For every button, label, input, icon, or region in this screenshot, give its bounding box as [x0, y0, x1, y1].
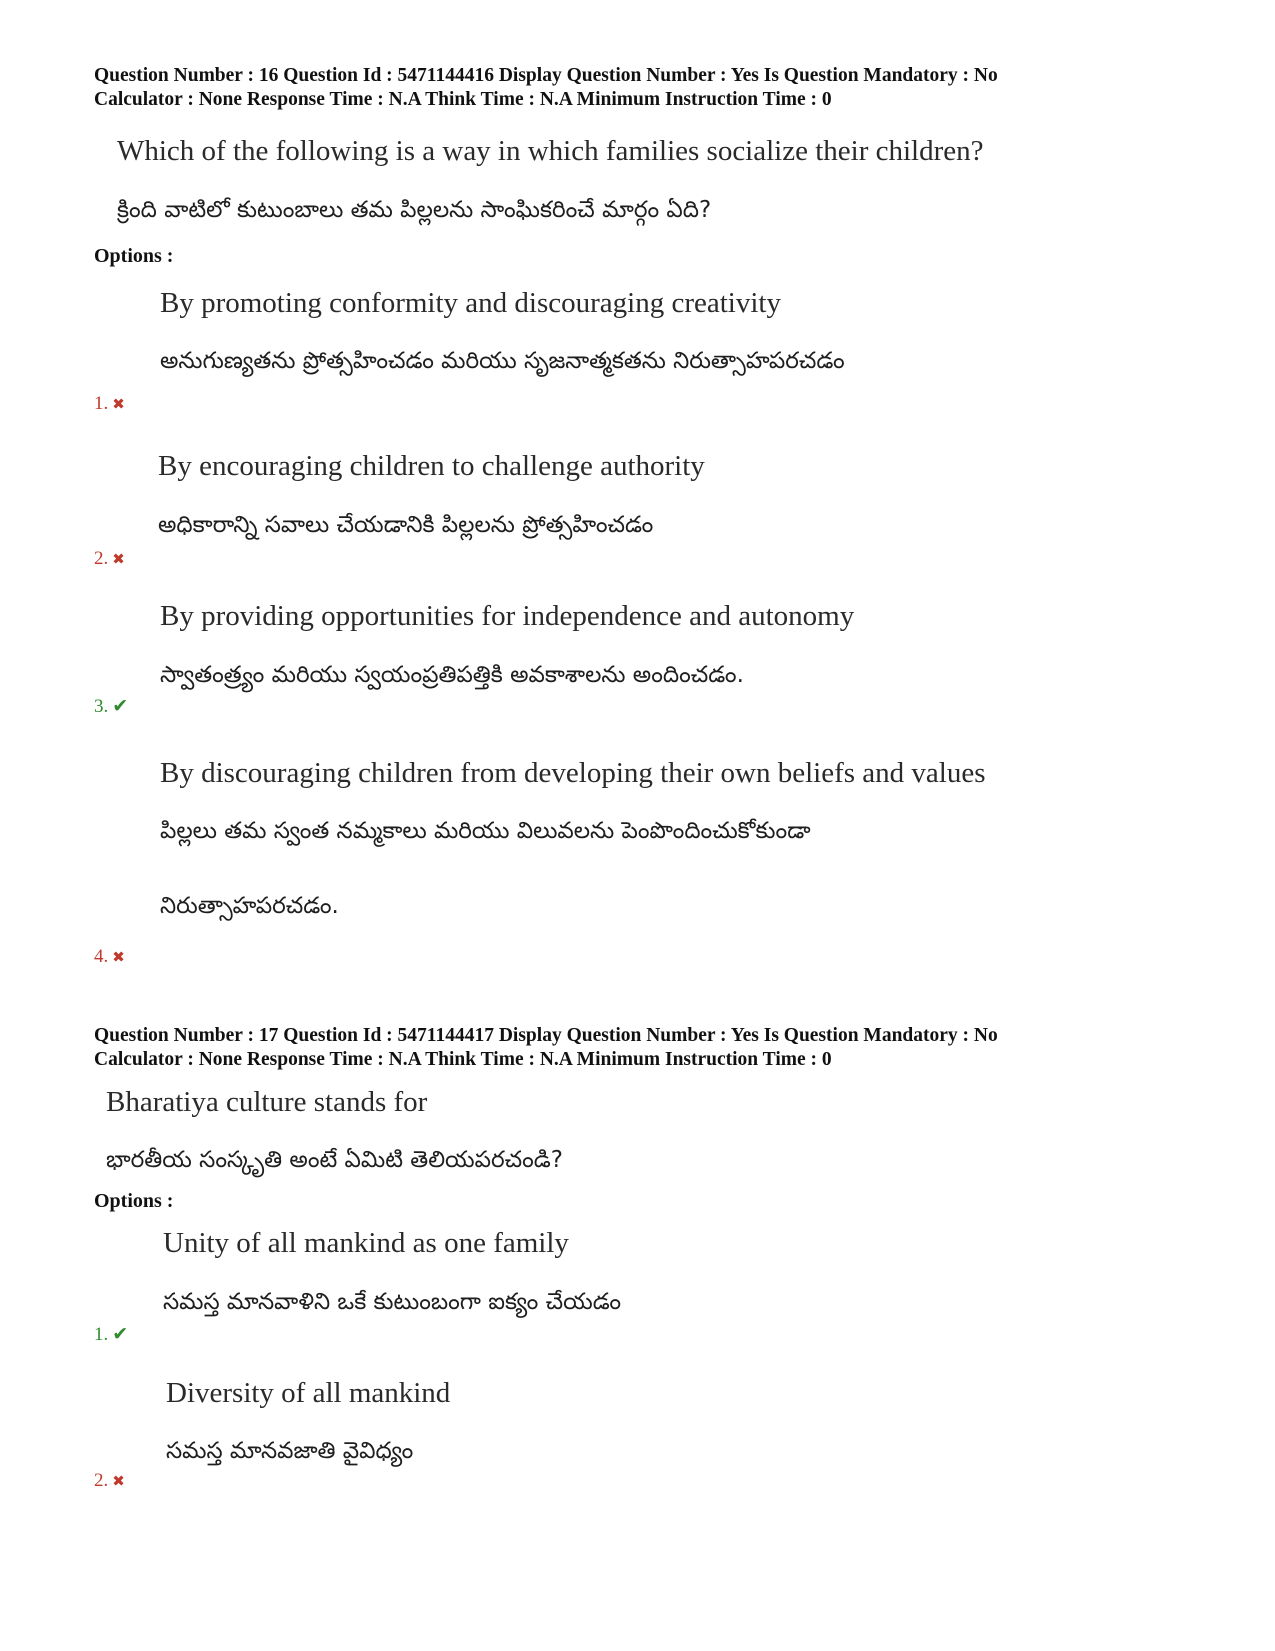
- cross-icon: ✖: [112, 1472, 125, 1490]
- option-3-number: [94, 695, 128, 718]
- option-4-text-english: By discouraging children from developing their own beliefs and values: [160, 757, 986, 789]
- options-label: Options :: [94, 245, 174, 267]
- option-1-text-telugu: అనుగుణ్యతను ప్రోత్సహించడం మరియు సృజనాత్మకతను నిరుత్సాహపరచడం: [160, 348, 845, 374]
- cross-icon: ✖: [112, 948, 125, 966]
- option-2-text-english: Diversity of all mankind: [166, 1377, 451, 1409]
- question-text-english: Bharatiya culture stands for: [106, 1086, 428, 1118]
- question-meta-line1: Question Number : 17 Question Id : 5471144417 Display Question Number : Yes Is Question Mandatory : No: [94, 1025, 998, 1046]
- option-1-text-english: By promoting conformity and discouraging creativity: [160, 287, 781, 319]
- option-number-label: 1.: [94, 1324, 109, 1345]
- question-meta-line1: Question Number : 16 Question Id : 5471144416 Display Question Number : Yes Is Question Mandatory : No: [94, 65, 998, 86]
- option-number-label: 1.: [94, 393, 109, 414]
- option-4-text-telugu-continued: నిరుత్సాహపరచడం.: [160, 893, 339, 919]
- option-2-text-telugu: సమస్త మానవజాతి వైవిధ్యం: [166, 1438, 414, 1464]
- option-number-label: 2.: [94, 548, 109, 569]
- cross-icon: ✖: [112, 550, 125, 568]
- option-2-text-english: By encouraging children to challenge authority: [158, 450, 705, 482]
- question-meta-line2: Calculator : None Response Time : N.A Think Time : N.A Minimum Instruction Time : 0: [94, 89, 832, 110]
- option-number-label: 4.: [94, 946, 109, 967]
- question-text-telugu: భారతీయ సంస్కృతి అంటే ఏమిటి తెలియపరచండి?: [106, 1147, 563, 1173]
- option-4-number: [94, 946, 125, 968]
- option-3-text-english: By providing opportunities for independence and autonomy: [160, 600, 855, 632]
- option-1-number: [94, 1323, 128, 1346]
- option-number-label: 3.: [94, 696, 109, 717]
- options-label: Options :: [94, 1190, 174, 1212]
- option-1-text-telugu: సమస్త మానవాళిని ఒకే కుటుంబంగా ఐక్యం చేయడం: [163, 1289, 622, 1315]
- option-3-text-telugu: స్వాతంత్ర్యం మరియు స్వయంప్రతిపత్తికి అవకాశాలను అందించడం.: [160, 662, 744, 688]
- check-icon: ✔: [112, 695, 129, 717]
- question-meta-line2: Calculator : None Response Time : N.A Think Time : N.A Minimum Instruction Time : 0: [94, 1049, 832, 1070]
- option-2-number: [94, 548, 125, 570]
- option-1-text-english: Unity of all mankind as one family: [163, 1227, 569, 1259]
- option-number-label: 2.: [94, 1470, 109, 1491]
- option-4-text-telugu: పిల్లలు తమ స్వంత నమ్మకాలు మరియు విలువలను పెంపొందించుకోకుండా: [160, 818, 811, 844]
- option-2-text-telugu: అధికారాన్ని సవాలు చేయడానికి పిల్లలను ప్రోత్సహించడం: [158, 512, 654, 538]
- option-2-number: [94, 1470, 125, 1492]
- question-text-english: Which of the following is a way in which families socialize their children?: [117, 135, 984, 167]
- option-1-number: [94, 393, 125, 415]
- cross-icon: ✖: [112, 395, 125, 413]
- question-text-telugu: క్రింది వాటిలో కుటుంబాలు తమ పిల్లలను సాంఘికరించే మార్గం ఏది?: [117, 197, 712, 223]
- check-icon: ✔: [112, 1323, 129, 1345]
